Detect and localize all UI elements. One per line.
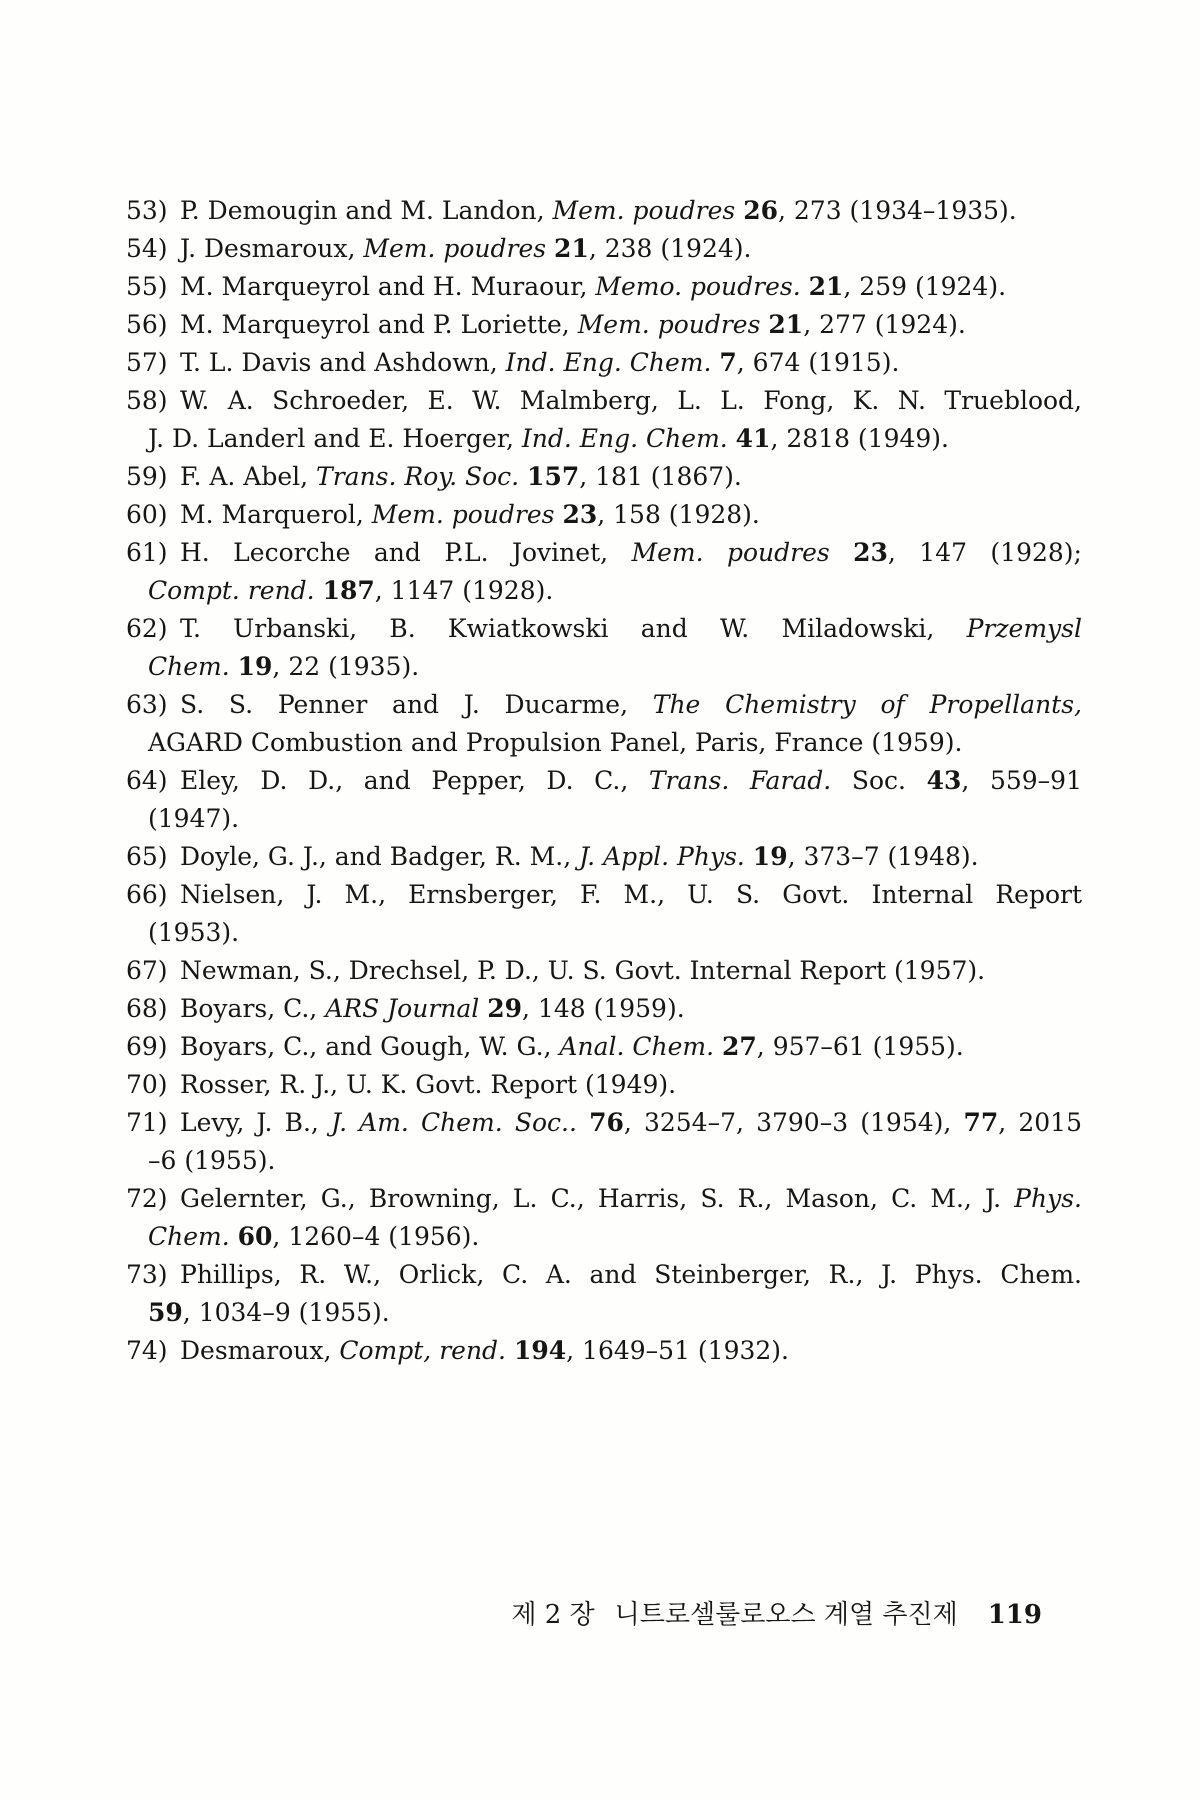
text-run: S. S. Penner and J. Ducarme, (180, 690, 653, 719)
text-run: 187 (322, 576, 375, 605)
page-footer (126, 1598, 1082, 1632)
text-run: 77 (963, 1108, 999, 1137)
reference-line (126, 686, 1082, 724)
text-run: W. A. Schroeder, E. W. Malmberg, L. L. Fong, K. N. Trueblood, (180, 386, 1082, 415)
reference-line (126, 1104, 1082, 1142)
text-run: 7 (719, 348, 737, 377)
reference-item (126, 1180, 1082, 1256)
reference-line (126, 1066, 1082, 1104)
text-run: T. L. Davis and Ashdown, (180, 348, 506, 377)
text-run: –6 (1955). (148, 1146, 276, 1175)
reference-number: 55) (126, 272, 168, 301)
text-run: Mem. poudres (371, 500, 563, 529)
text-run: P. Demougin and M. Landon, (180, 196, 553, 225)
reference-line (126, 1332, 1082, 1370)
text-run: 60 (237, 1222, 273, 1251)
reference-line (126, 420, 1082, 458)
reference-line (126, 458, 1082, 496)
text-run: ARS Journal (325, 994, 488, 1023)
text-run: , 957–61 (1955). (756, 1032, 964, 1061)
reference-item (126, 1028, 1082, 1066)
text-run (577, 1108, 589, 1137)
reference-number: 69) (126, 1032, 168, 1061)
text-run: Desmaroux, (180, 1336, 340, 1365)
text-run: , 373–7 (1948). (787, 842, 979, 871)
text-run: Levy, J. B., (180, 1108, 331, 1137)
reference-number: 73) (126, 1260, 168, 1289)
text-run: Boyars, C., and Gough, W. G., (180, 1032, 560, 1061)
text-run: Mem. poudres (577, 310, 769, 339)
text-run: Compt, rend. (339, 1336, 514, 1365)
reference-line (126, 496, 1082, 534)
text-run: Anal. Chem. (559, 1032, 722, 1061)
text-run: J. Am. Chem. Soc.. (331, 1108, 577, 1137)
reference-line (126, 1256, 1082, 1294)
reference-item (126, 496, 1082, 534)
reference-number: 67) (126, 956, 168, 985)
reference-line (126, 1028, 1082, 1066)
text-run: , 1260–4 (1956). (272, 1222, 480, 1251)
text-run: 41 (735, 424, 771, 453)
reference-line (126, 230, 1082, 268)
reference-number: 59) (126, 462, 168, 491)
text-run: Memo. poudres. (595, 272, 809, 301)
text-run: Doyle, G. J., and Badger, R. M., (180, 842, 580, 871)
text-run: Boyars, C., (180, 994, 326, 1023)
reference-line (126, 1142, 1082, 1180)
reference-line (126, 914, 1082, 952)
chapter-title: 니트로셀룰로오스 계열 추진제 (614, 1600, 958, 1630)
reference-line (126, 344, 1082, 382)
text-run: (1947). (148, 804, 240, 833)
text-run: 19 (237, 652, 273, 681)
text-run: Rosser, R. J., U. K. Govt. Report (1949). (180, 1070, 677, 1099)
text-run: Eley, D. D., and Pepper, D. C., (180, 766, 649, 795)
reference-number: 61) (126, 538, 168, 567)
text-run: 21 (768, 310, 804, 339)
reference-line (126, 572, 1082, 610)
text-run: M. Marqueyrol and P. Loriette, (180, 310, 578, 339)
reference-line (126, 876, 1082, 914)
text-run: Mem. poudres (363, 234, 555, 263)
text-run: M. Marqueyrol and H. Muraour, (180, 272, 596, 301)
reference-line (126, 648, 1082, 686)
page-number: 119 (987, 1600, 1042, 1630)
reference-line (126, 762, 1082, 800)
reference-number: 68) (126, 994, 168, 1023)
text-run: Trans. Roy. Soc. (316, 462, 528, 491)
reference-item (126, 230, 1082, 268)
text-run: , 259 (1924). (843, 272, 1007, 301)
reference-number: 63) (126, 690, 168, 719)
text-run: Chem. (148, 652, 238, 681)
reference-item (126, 876, 1082, 952)
text-run: Phys. (1014, 1184, 1082, 1213)
text-run: Ind. Eng. Chem. (505, 348, 720, 377)
text-run: , 181 (1867). (579, 462, 742, 491)
text-run: , 559–91 (961, 766, 1082, 795)
reference-line (126, 1218, 1082, 1256)
text-run: , 2015 (998, 1108, 1082, 1137)
reference-line (126, 952, 1082, 990)
reference-line (126, 1180, 1082, 1218)
text-run: M. Marquerol, (180, 500, 372, 529)
chapter-label: 제 2 장 (511, 1600, 595, 1630)
text-run: 26 (743, 196, 778, 225)
text-run: , 1147 (1928). (374, 576, 554, 605)
text-run: 21 (554, 234, 589, 263)
reference-line (126, 1294, 1082, 1332)
text-run: 21 (808, 272, 844, 301)
text-run: Chem. (148, 1222, 238, 1251)
reference-item (126, 192, 1082, 230)
reference-line (126, 610, 1082, 648)
text-run: , 147 (1928); (887, 538, 1082, 567)
reference-number: 66) (126, 880, 168, 909)
text-run: J. Desmaroux, (180, 234, 364, 263)
text-run: Mem. poudres (631, 538, 854, 567)
reference-line (126, 534, 1082, 572)
text-run: , 22 (1935). (272, 652, 420, 681)
text-run: 76 (589, 1108, 624, 1137)
text-run: 43 (926, 766, 962, 795)
reference-number: 56) (126, 310, 168, 339)
text-run: 157 (527, 462, 580, 491)
reference-item (126, 952, 1082, 990)
reference-item (126, 610, 1082, 686)
reference-line (126, 838, 1082, 876)
reference-item (126, 344, 1082, 382)
reference-number: 62) (126, 614, 168, 643)
text-run: (1953). (148, 918, 240, 947)
text-run: , 273 (1934–1935). (777, 196, 1017, 225)
reference-number: 70) (126, 1070, 168, 1099)
reference-number: 65) (126, 842, 168, 871)
reference-item (126, 268, 1082, 306)
text-run: 194 (513, 1336, 567, 1365)
reference-item (126, 458, 1082, 496)
reference-item (126, 1104, 1082, 1180)
text-run: 27 (722, 1032, 757, 1061)
reference-item (126, 1332, 1082, 1370)
reference-item (126, 762, 1082, 838)
text-run: 19 (752, 842, 788, 871)
text-run: , 674 (1915). (736, 348, 900, 377)
text-run: , 1034–9 (1955). (182, 1298, 390, 1327)
text-run: Compt. rend. (148, 576, 323, 605)
reference-number: 74) (126, 1336, 168, 1365)
reference-line (126, 800, 1082, 838)
reference-item (126, 686, 1082, 762)
reference-number: 64) (126, 766, 168, 795)
reference-item (126, 838, 1082, 876)
text-run: Phillips, R. W., Orlick, C. A. and Steinberger, R., J. Phys. Chem. (180, 1260, 1082, 1289)
reference-line (126, 724, 1082, 762)
text-run: Mem. poudres (552, 196, 744, 225)
text-run: , 148 (1959). (522, 994, 685, 1023)
references-list (126, 192, 1082, 1370)
reference-line (126, 192, 1082, 230)
text-run: Ind. Eng. Chem. (521, 424, 736, 453)
text-run: , 277 (1924). (803, 310, 966, 339)
reference-number: 60) (126, 500, 168, 529)
text-run: T. Urbanski, B. Kwiatkowski and W. Miladowski, (180, 614, 967, 643)
reference-number: 54) (126, 234, 168, 263)
text-run: , 2818 (1949). (770, 424, 950, 453)
text-run: , 1649–51 (1932). (566, 1336, 789, 1365)
text-run: Soc. (831, 766, 927, 795)
reference-number: 58) (126, 386, 168, 415)
reference-number: 57) (126, 348, 168, 377)
reference-number: 72) (126, 1184, 168, 1213)
text-run: J. Appl. Phys. (579, 842, 753, 871)
reference-line (126, 306, 1082, 344)
text-run: , 238 (1924). (588, 234, 752, 263)
text-run: H. Lecorche and P.L. Jovinet, (180, 538, 632, 567)
text-run: Przemysl (966, 614, 1082, 643)
text-run: Gelernter, G., Browning, L. C., Harris, S. R., Mason, C. M., J. (180, 1184, 1015, 1213)
reference-line (126, 382, 1082, 420)
text-run: J. D. Landerl and E. Hoerger, (148, 424, 522, 453)
text-run: F. A. Abel, (180, 462, 317, 491)
reference-item (126, 306, 1082, 344)
reference-item (126, 534, 1082, 610)
text-run: , 158 (1928). (597, 500, 760, 529)
text-run: Trans. Farad. (648, 766, 832, 795)
text-run: Nielsen, J. M., Ernsberger, F. M., U. S. Govt. Internal Report (180, 880, 1082, 909)
reference-item (126, 1066, 1082, 1104)
reference-line (126, 268, 1082, 306)
reference-line (126, 990, 1082, 1028)
text-run: 23 (853, 538, 888, 567)
text-run: 29 (487, 994, 523, 1023)
text-run: AGARD Combustion and Propulsion Panel, Paris, France (1959). (148, 728, 963, 757)
text-run: 23 (562, 500, 598, 529)
text-run: , 3254–7, 3790–3 (1954), (623, 1108, 964, 1137)
reference-item (126, 990, 1082, 1028)
reference-item (126, 382, 1082, 458)
text-run: 59 (148, 1298, 183, 1327)
reference-number: 71) (126, 1108, 168, 1137)
text-run: Newman, S., Drechsel, P. D., U. S. Govt. Internal Report (1957). (180, 956, 986, 985)
text-run: The Chemistry of Propellants, (652, 690, 1082, 719)
reference-number: 53) (126, 196, 168, 225)
reference-item (126, 1256, 1082, 1332)
